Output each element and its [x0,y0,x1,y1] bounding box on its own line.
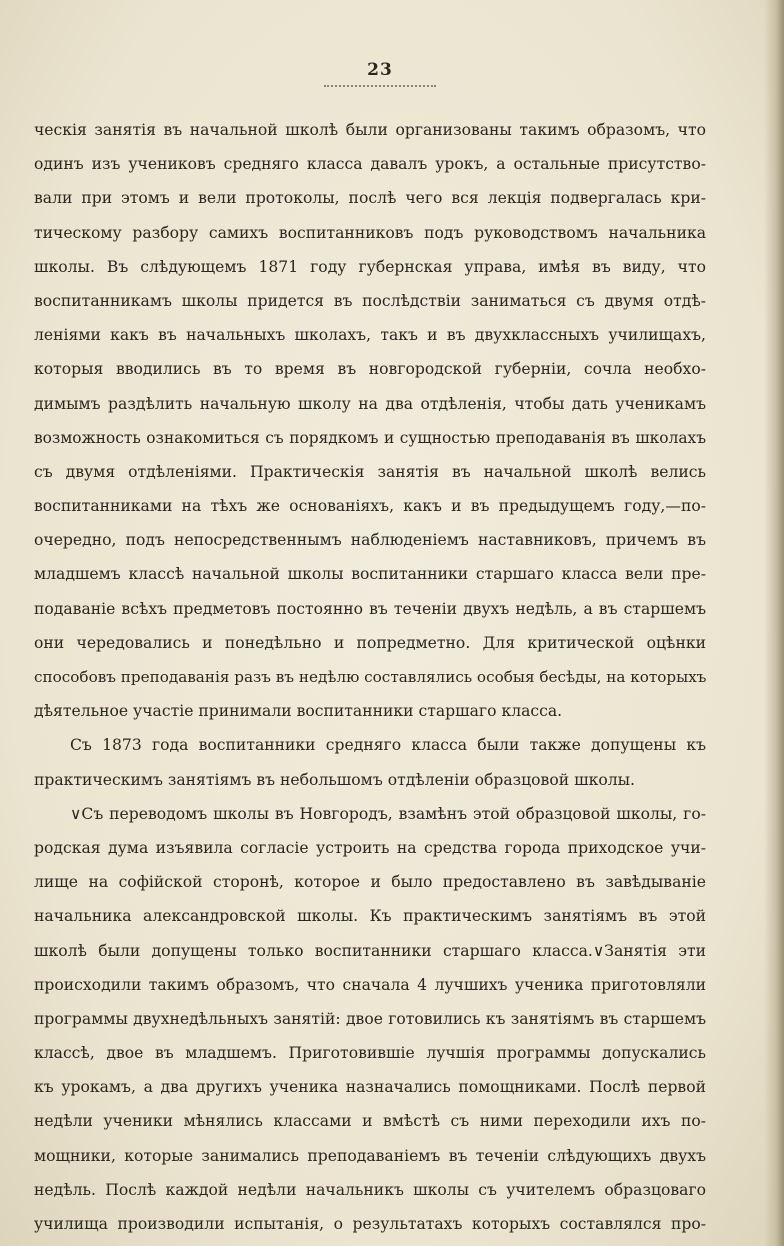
text-line: Съ 1873 года воспитанники средняго класса были также допущены къ [70,736,706,755]
text-line: съ двумя отдѣленіями. Практическія занятія въ начальной школѣ велись [34,462,706,481]
text-line: школѣ были допущены только воспитанники старшаго класса.∨Занятія эти [34,941,706,960]
text-line: къ урокамъ, а два другихъ ученика назначались помощниками. Послѣ первой [34,1078,706,1097]
text-line: димымъ раздѣлить начальную школу на два отдѣленія, чтобы дать ученикамъ [34,394,706,413]
text-line: училища производили испытанія, о результатахъ которыхъ составлялся про- [34,1215,706,1233]
text-line: лище на софійской сторонѣ, которое и было предоставлено въ завѣдываніе [34,873,706,892]
text-line: недѣль. Послѣ каждой недѣли начальникъ школы съ учителемъ образцоваго [34,1180,706,1199]
text-line: школы. Въ слѣдующемъ 1871 году губернская управа, имѣя въ виду, что [34,257,706,276]
text-line: мощники, которые занимались преподаваніемъ въ теченіи слѣдующихъ двухъ [34,1146,706,1165]
text-line: дѣятельное участіе принимали воспитанники старшаго класса. [34,702,563,721]
text-line: родская дума изъявила согласіе устроить на средства города приходское учи- [34,838,706,857]
text-line: практическимъ занятіямъ въ небольшомъ отдѣленіи образцовой школы. [34,770,635,789]
page-number: 23 [367,60,393,80]
text-line: способовъ преподаванія разъ въ недѣлю составлялись особыя бесѣды, на которыхъ [34,668,706,686]
text-line: тическому разбору самихъ воспитанниковъ подъ руководствомъ начальника [34,223,706,242]
body-text [34,113,706,1241]
page-edge-shadow [764,0,784,1246]
text-line: программы двухнедѣльныхъ занятій: двое готовились къ занятіямъ въ старшемъ [34,1009,706,1028]
header-rule [324,85,436,87]
text-line: недѣли ученики мѣнялись классами и вмѣстѣ съ ними переходили ихъ по- [34,1112,706,1131]
text-line: подаваніе всѣхъ предметовъ постоянно въ теченіи двухъ недѣль, а въ старшемъ [34,599,706,618]
text-line: происходили такимъ образомъ, что сначала 4 лучшихъ ученика приготовляли [34,975,706,994]
text-line: леніями какъ въ начальныхъ школахъ, такъ и въ двухклассныхъ училищахъ, [34,326,706,345]
text-line: они чередовались и понедѣльно и попредметно. Для критической оцѣнки [34,633,706,652]
text-line: возможность ознакомиться съ порядкомъ и сущностью преподаванія въ школахъ [34,428,706,447]
text-line: младшемъ классѣ начальной школы воспитанники старшаго класса вели пре- [34,565,706,584]
text-line: ∨Съ переводомъ школы въ Новгородъ, взамѣнъ этой образцовой школы, го- [70,804,706,823]
text-line: начальника александровской школы. Къ практическимъ занятіямъ въ этой [34,907,706,926]
text-line: одинъ изъ учениковъ средняго класса давалъ урокъ, а остальные присутство- [34,155,706,174]
text-line: воспитанниками на тѣхъ же основаніяхъ, какъ и въ предыдущемъ году,—по- [34,497,706,516]
text-line: очередно, подъ непосредственнымъ наблюденіемъ наставниковъ, причемъ въ [34,531,706,550]
text-line: ческія занятія въ начальной школѣ были организованы такимъ образомъ, что [34,121,706,139]
text-line: воспитанникамъ школы придется въ послѣдствіи заниматься съ двумя отдѣ- [34,291,706,310]
text-line: вали при этомъ и вели протоколы, послѣ чего вся лекція подвергалась кри- [34,189,706,208]
text-line: которыя вводились въ то время въ новгородской губерніи, сочла необхо- [34,360,706,379]
text-line: классѣ, двое въ младшемъ. Приготовившіе лучшія программы допускались [34,1044,706,1063]
